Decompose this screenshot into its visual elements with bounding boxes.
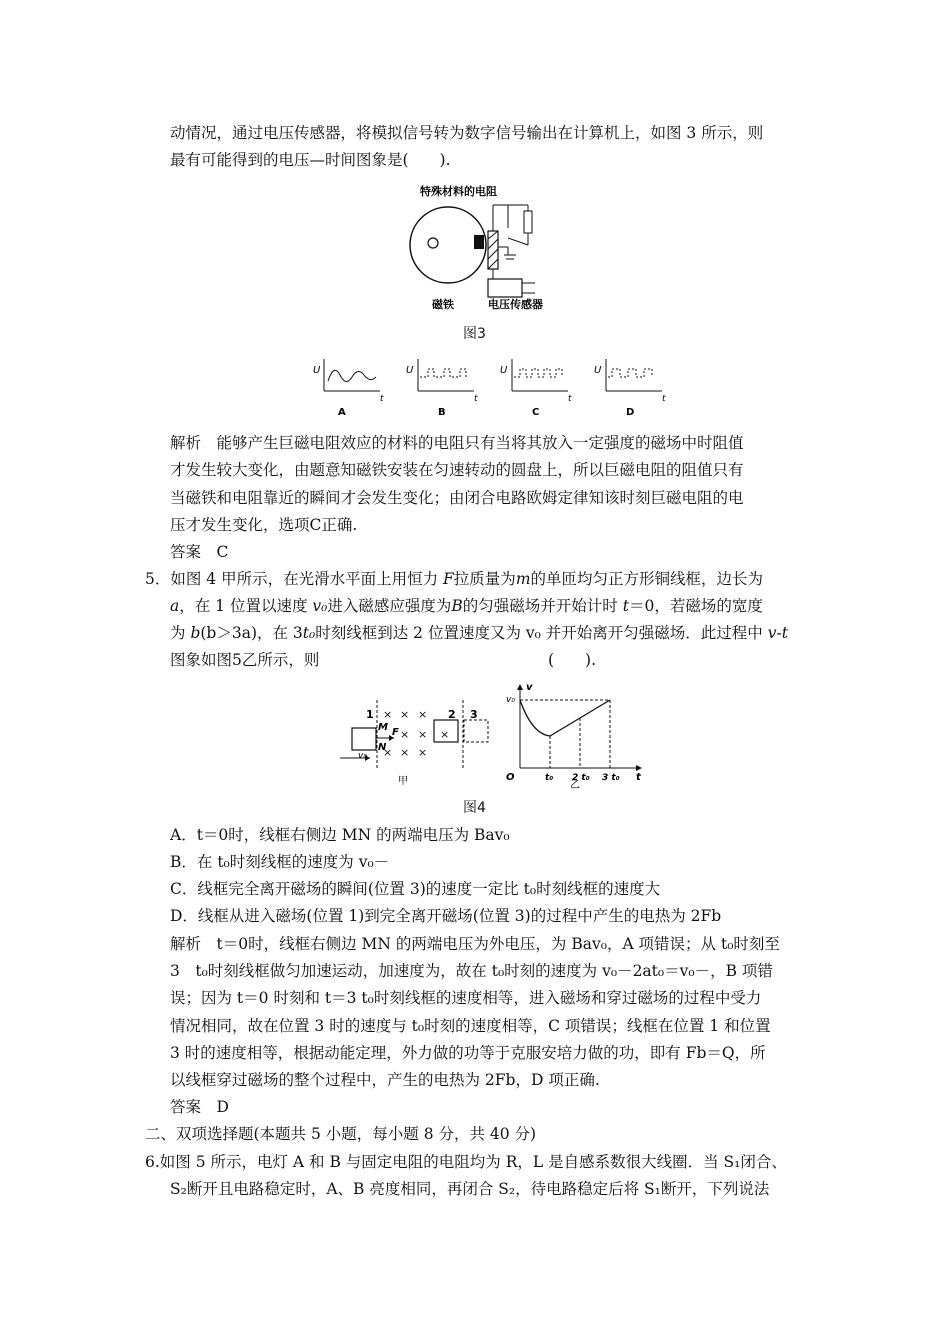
svg-text:A: A <box>338 407 346 418</box>
fig4-caption: 图4 <box>463 800 486 816</box>
svg-text:F: F <box>392 727 399 738</box>
q5-option-d: D．线框从进入磁场(位置 1)到完全离开磁场(位置 3)的过程中产生的电热为 2Fb <box>170 907 722 925</box>
svg-text:3: 3 <box>470 708 478 721</box>
q5-analysis-6: 以线框穿过磁场的整个过程中，产生的电热为 2Fb，D 项正确. <box>170 1071 600 1089</box>
svg-text:×: × <box>400 746 410 759</box>
q5-analysis-2: 3 t₀时刻线框做匀加速运动，加速度为，故在 t₀时刻的速度为 v₀－2at₀＝v₀－，B 项错 <box>170 962 773 980</box>
svg-text:×: × <box>400 708 410 721</box>
q6-line-1: 6.如图 5 所示，电灯 A 和 B 与固定电阻的电阻均为 R，L 是自感系数很大线圈．当 S₁闭合、 <box>145 1153 787 1171</box>
svg-text:U: U <box>406 365 414 376</box>
svg-text:2 t₀: 2 t₀ <box>572 773 590 783</box>
svg-text:U: U <box>594 365 602 376</box>
q5-answer: 答案 D <box>170 1098 229 1116</box>
q4-line-2: 最有可能得到的电压—时间图象是( ). <box>170 151 451 169</box>
figure-4-diagram <box>340 680 650 790</box>
svg-text:C: C <box>532 407 540 418</box>
q5-line-3: 为 b(b＞3a)，在 3t₀时刻线框到达 2 位置速度又为 v₀ 并开始离开匀强磁场．此过程中 v-t <box>170 624 788 642</box>
svg-text:×: × <box>418 746 428 759</box>
svg-text:乙: 乙 <box>570 780 580 790</box>
svg-text:×: × <box>383 708 393 721</box>
svg-text:×: × <box>418 728 428 741</box>
svg-text:t: t <box>380 394 384 404</box>
svg-text:×: × <box>400 728 410 741</box>
svg-text:×: × <box>440 728 450 741</box>
svg-text:t₀: t₀ <box>545 773 554 783</box>
q5-analysis-5: 3 时的速度相等，根据动能定理，外力做的功等于克服安培力做的功，即有 Fb＝Q，所 <box>170 1044 766 1062</box>
svg-text:B: B <box>438 407 446 418</box>
svg-text:M: M <box>378 722 388 733</box>
option-graphs <box>310 355 680 420</box>
svg-text:D: D <box>626 407 635 418</box>
fig3-label-top: 特殊材料的电阻 <box>420 185 497 198</box>
svg-text:1: 1 <box>366 708 374 721</box>
vt-curve <box>520 700 610 736</box>
fig3-label-sensor: 电压传感器 <box>488 298 543 311</box>
svg-text:t: t <box>568 394 572 404</box>
svg-text:×: × <box>383 746 393 759</box>
graph-d <box>594 359 666 418</box>
q4-analysis-2: 才发生较大变化，由题意知磁铁安装在匀速转动的圆盘上，所以巨磁电阻的阻值只有 <box>170 461 744 479</box>
q5-option-b: B．在 t₀时刻线框的速度为 v₀－ <box>170 853 390 871</box>
figure-3-diagram <box>400 183 570 313</box>
svg-text:U: U <box>313 365 321 376</box>
frame-pos1-icon <box>352 728 376 750</box>
svg-text:×: × <box>418 708 428 721</box>
svg-text:t: t <box>662 394 666 404</box>
svg-text:v₀: v₀ <box>506 695 515 705</box>
q5-line-2: a，在 1 位置以速度 v₀进入磁感应强度为B的匀强磁场并开始计时 t＝0，若磁场的宽度 <box>170 597 763 615</box>
q5-analysis-4: 情况相同，故在位置 3 时的速度与 t₀时刻的速度相等，C 项错误；线框在位置 1 和位置 <box>170 1017 771 1035</box>
graph-b <box>406 359 478 418</box>
svg-text:t: t <box>474 394 478 404</box>
q5-line-4a: 图象如图5乙所示，则 <box>170 651 320 669</box>
svg-text:3 t₀: 3 t₀ <box>602 773 620 783</box>
fig3-label-magnet: 磁铁 <box>432 298 454 311</box>
q5-line-4b: ( ). <box>548 651 597 669</box>
svg-text:v: v <box>526 682 533 693</box>
q4-analysis-3: 当磁铁和电阻靠近的瞬间才会发生变化；由闭合电路欧姆定律知该时刻巨磁电阻的电 <box>170 489 744 507</box>
q4-line-1: 动情况，通过电压传感器，将模拟信号转为数字信号输出在计算机上，如图 3 所示，则 <box>170 124 764 142</box>
svg-text:2: 2 <box>448 708 456 721</box>
q5-line-1: 5．如图 4 甲所示，在光滑水平面上用恒力 F拉质量为m的单匝均匀正方形铜线框，边长为 <box>145 570 764 588</box>
q4-analysis-1: 解析 能够产生巨磁电阻效应的材料的电阻只有当将其放入一定强度的磁场中时阻值 <box>170 434 744 452</box>
svg-text:O: O <box>506 772 515 783</box>
svg-text:v₀: v₀ <box>358 751 367 761</box>
q4-analysis-4: 压才发生变化，选项C正确. <box>170 516 358 534</box>
q5-analysis-3: 误；因为 t＝0 时刻和 t＝3 t₀时刻线框的速度相等，进入磁场和穿过磁场的过程中受力 <box>170 989 762 1007</box>
svg-text:t: t <box>636 772 641 783</box>
q4-answer: 答案 C <box>170 543 229 561</box>
svg-text:N: N <box>378 742 387 753</box>
q5-option-c: C．线框完全离开磁场的瞬间(位置 3)的速度一定比 t₀时刻线框的速度大 <box>170 880 661 898</box>
q5-option-a: A．t＝0时，线框右侧边 MN 的两端电压为 Bav₀ <box>170 826 510 844</box>
graph-c <box>500 359 572 418</box>
section-2-heading: 二、双项选择题(本题共 5 小题，每小题 8 分，共 40 分) <box>145 1125 537 1143</box>
magnet-icon <box>474 235 484 249</box>
svg-text:甲: 甲 <box>398 776 408 787</box>
voltage-sensor-icon <box>488 279 522 297</box>
q6-line-2: S₂断开且电路稳定时，A、B 亮度相同，再闭合 S₂，待电路稳定后将 S₁断开，下列说法 <box>170 1180 770 1198</box>
q5-analysis-1: 解析 t＝0时，线框右侧边 MN 的两端电压为外电压，为 Bav₀，A 项错误；从 t₀时刻至 <box>170 935 780 953</box>
svg-text:U: U <box>500 365 508 376</box>
graph-a <box>313 359 384 418</box>
fig3-caption: 图3 <box>463 326 486 342</box>
